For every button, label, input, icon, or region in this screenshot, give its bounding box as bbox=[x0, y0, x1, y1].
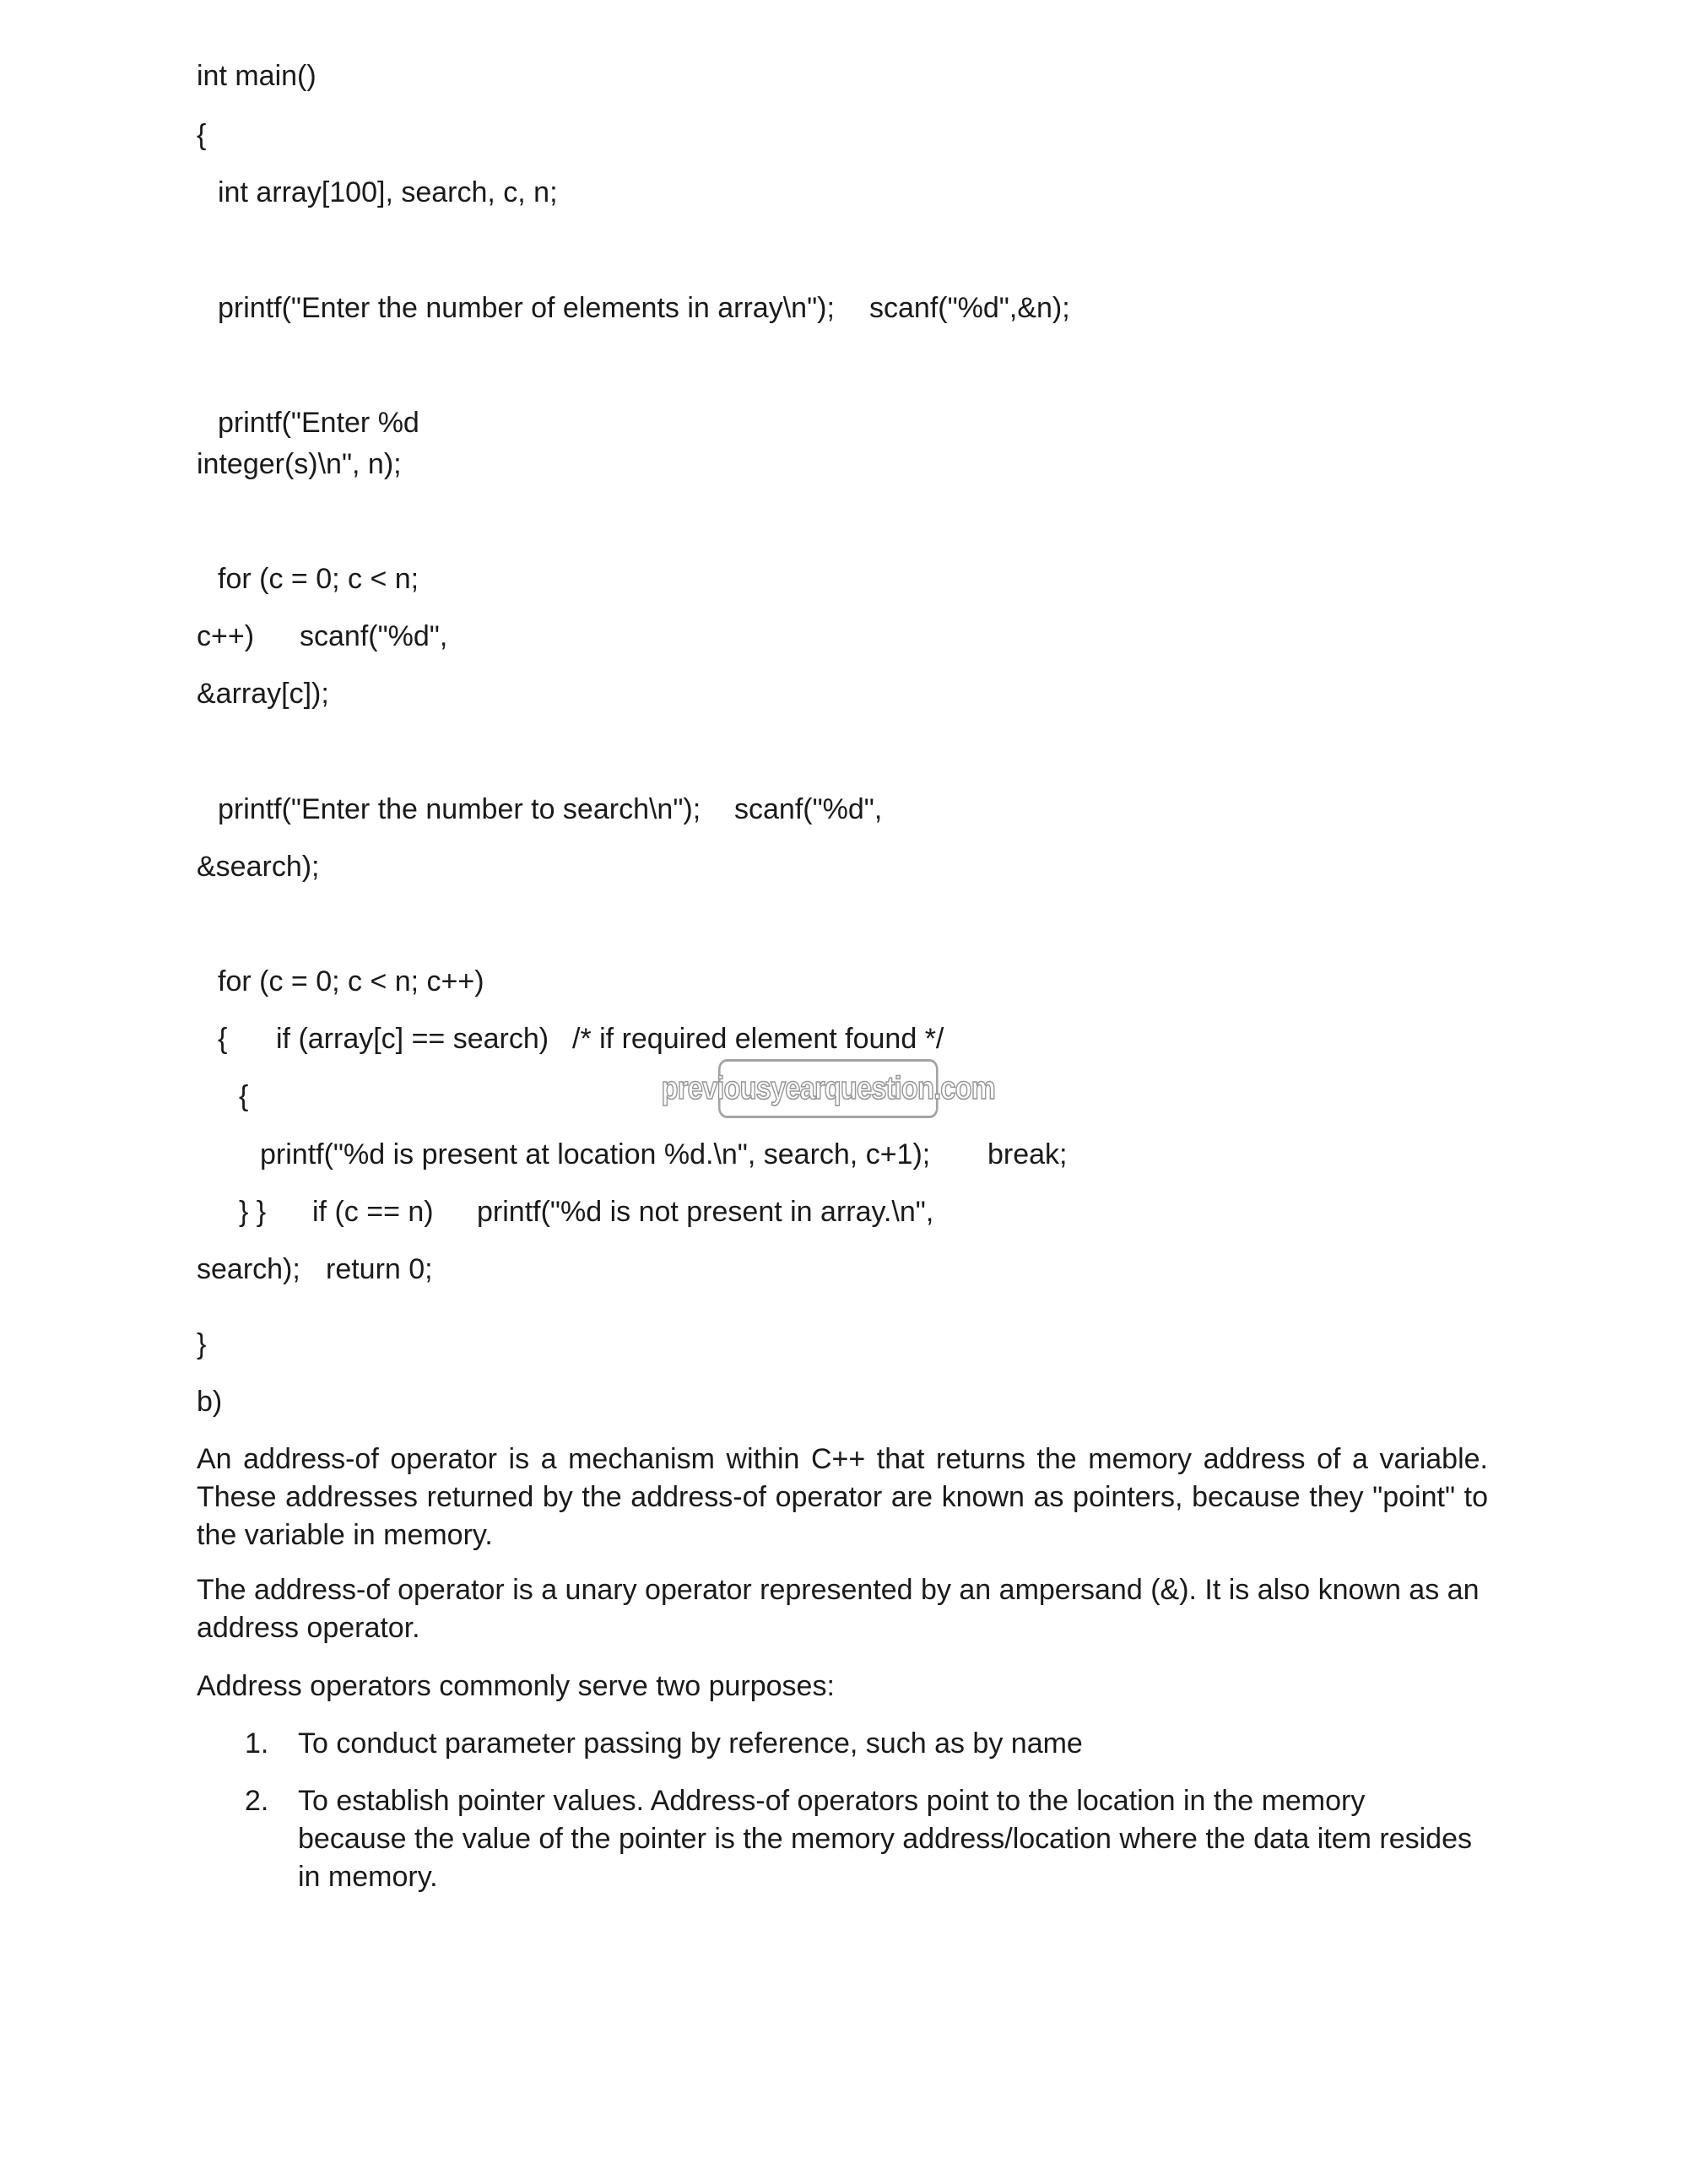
code-line: integer(s)\n", n); bbox=[197, 448, 402, 480]
code-line: } } bbox=[239, 1196, 267, 1228]
code-line: { bbox=[197, 119, 207, 151]
code-line: printf("%d is not present in array.\n", bbox=[477, 1196, 934, 1228]
code-line: printf("Enter %d bbox=[218, 407, 419, 439]
code-line: int array[100], search, c, n; bbox=[218, 176, 558, 208]
code-line: } bbox=[197, 1328, 207, 1360]
section-label: b) bbox=[197, 1386, 223, 1418]
code-line: &search); bbox=[197, 851, 320, 883]
code-line: if (array[c] == search) bbox=[276, 1023, 549, 1055]
code-line: c++) bbox=[197, 620, 255, 652]
code-line: if (c == n) bbox=[312, 1196, 434, 1228]
code-line: { bbox=[239, 1080, 249, 1112]
code-line: int main() bbox=[197, 60, 316, 92]
paragraph: An address-of operator is a mechanism within C++ that returns the memory address of a variable. These addresses returned by the address-of operator are known as pointers, because they "point" to the variable in memory. bbox=[197, 1443, 1488, 1551]
code-line: printf("Enter the number of elements in array\n"); bbox=[218, 292, 835, 324]
code-line: break; bbox=[987, 1138, 1068, 1170]
code-line: scanf("%d",&n); bbox=[869, 292, 1070, 324]
code-line: for (c = 0; c < n; c++) bbox=[218, 965, 484, 997]
code-line: printf("Enter the number to search\n"); bbox=[218, 793, 701, 825]
code-line: for (c = 0; c < n; bbox=[218, 563, 419, 595]
paragraph: The address-of operator is a unary operator represented by an ampersand (&). It is also known as an address operator. bbox=[197, 1574, 1480, 1644]
code-line: printf("%d is present at location %d.\n", search, c+1); bbox=[260, 1138, 931, 1170]
list-text: To conduct parameter passing by reference, such as by name bbox=[298, 1727, 1083, 1760]
code-line: scanf("%d", bbox=[300, 620, 448, 652]
code-line: return 0; bbox=[326, 1253, 433, 1285]
code-line: { bbox=[218, 1023, 228, 1055]
code-line: search); bbox=[197, 1253, 300, 1285]
paragraph: Address operators commonly serve two purposes: bbox=[197, 1670, 835, 1702]
code-line: &array[c]); bbox=[197, 678, 329, 710]
list-text: To establish pointer values. Address-of operators point to the location in the memory because the value of the pointer is the memory address/location where the data item resides in memory. bbox=[298, 1785, 1472, 1893]
list-number: 1. bbox=[245, 1727, 269, 1760]
watermark-logo: previousyearquestion.com bbox=[718, 1059, 939, 1118]
list-number: 2. bbox=[245, 1785, 269, 1817]
code-line: scanf("%d", bbox=[734, 793, 883, 825]
code-line: /* if required element found */ bbox=[572, 1023, 944, 1055]
